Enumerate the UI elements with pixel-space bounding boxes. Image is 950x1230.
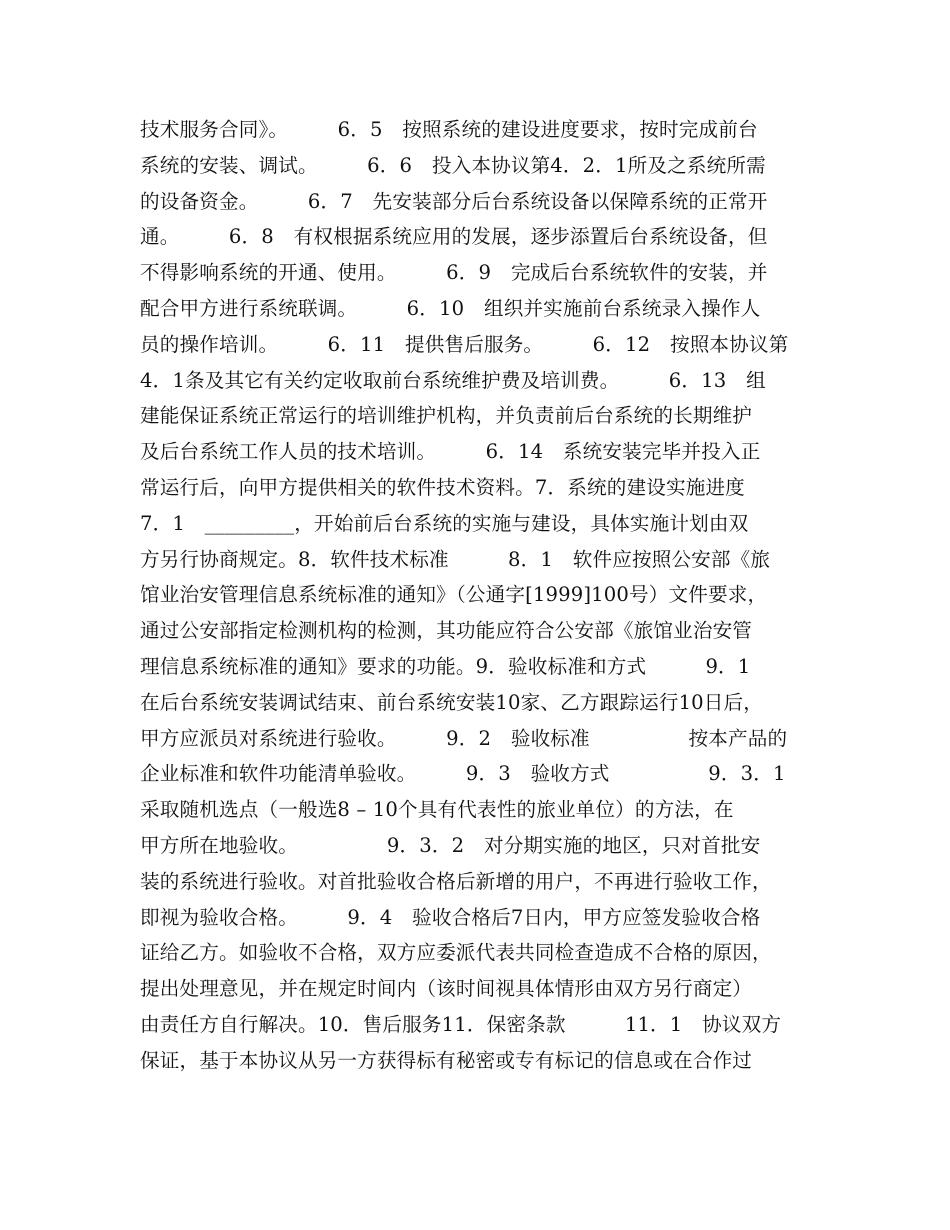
text-line: 7．1 _________，开始前后台系统的实施与建设，具体实施计划由双 <box>140 511 749 535</box>
text-line: 装的系统进行验收。对首批验收合格后新增的用户，不再进行验收工作， <box>140 869 772 893</box>
text-line: 由责任方自行解决。10．售后服务11．保密条款 11．1 协议双方 <box>140 1012 782 1036</box>
text-line: 及后台系统工作人员的技术培训。 6．14 系统安装完毕并投入正 <box>140 440 761 464</box>
text-line: 员的操作培训。 6．11 提供售后服务。 6．12 按照本协议第 <box>140 332 789 356</box>
text-line: 即视为验收合格。 9．4 验收合格后7日内，甲方应签发验收合格 <box>140 905 761 929</box>
text-line: 甲方应派员对系统进行验收。 9．2 验收标准 按本产品的 <box>140 726 788 750</box>
text-line: 4．1条及其它有关约定收取前台系统维护费及培训费。 6．13 组 <box>140 368 766 392</box>
text-line: 不得影响系统的开通、使用。 6．9 完成后台系统软件的安装，并 <box>140 261 768 285</box>
text-line: 通。 6．8 有权根据系统应用的发展，逐步添置后台系统设备，但 <box>140 225 768 249</box>
body-text <box>140 112 830 1079</box>
text-line: 建能保证系统正常运行的培训维护机构，并负责前后台系统的长期维护 <box>140 404 753 428</box>
text-line: 系统的安装、调试。 6．6 投入本协议第4．2．1所及之系统所需 <box>140 153 766 177</box>
text-line: 保证，基于本协议从另一方获得标有秘密或专有标记的信息或在合作过 <box>140 1048 753 1072</box>
text-line: 采取随机选点（一般选8 – 10个具有代表性的旅业单位）的方法，在 <box>140 798 734 822</box>
text-line: 甲方所在地验收。 9．3．2 对分期实施的地区，只对首批安 <box>140 833 761 857</box>
text-line: 企业标准和软件功能清单验收。 9．3 验收方式 9．3．1 <box>140 762 786 786</box>
text-line: 方另行协商规定。8．软件技术标准 8．1 软件应按照公安部《旅 <box>140 547 771 571</box>
text-line: 的设备资金。 6．7 先安装部分后台系统设备以保障系统的正常开 <box>140 189 768 213</box>
text-line: 配合甲方进行系统联调。 6．10 组织并实施前台系统录入操作人 <box>140 296 761 320</box>
text-line: 在后台系统安装调试结束、前台系统安装10家、乙方跟踪运行10日后， <box>140 690 764 714</box>
text-line: 通过公安部指定检测机构的检测，其功能应符合公安部《旅馆业治安管 <box>140 619 753 643</box>
text-line: 证给乙方。如验收不合格，双方应委派代表共同检查造成不合格的原因， <box>140 941 772 965</box>
text-line: 理信息系统标准的通知》要求的功能。9．验收标准和方式 9．1 <box>140 654 751 678</box>
text-line: 技术服务合同》。 6．5 按照系统的建设进度要求，按时完成前台 <box>140 118 758 141</box>
text-line: 馆业治安管理信息系统标准的通知》（公通字[1999]100号）文件要求， <box>140 583 768 607</box>
text-line: 常运行后，向甲方提供相关的软件技术资料。7．系统的建设实施进度 <box>140 475 745 499</box>
text-line: 提出处理意见，并在规定时间内（该时间视具体情形由双方另行商定） <box>140 977 753 1001</box>
